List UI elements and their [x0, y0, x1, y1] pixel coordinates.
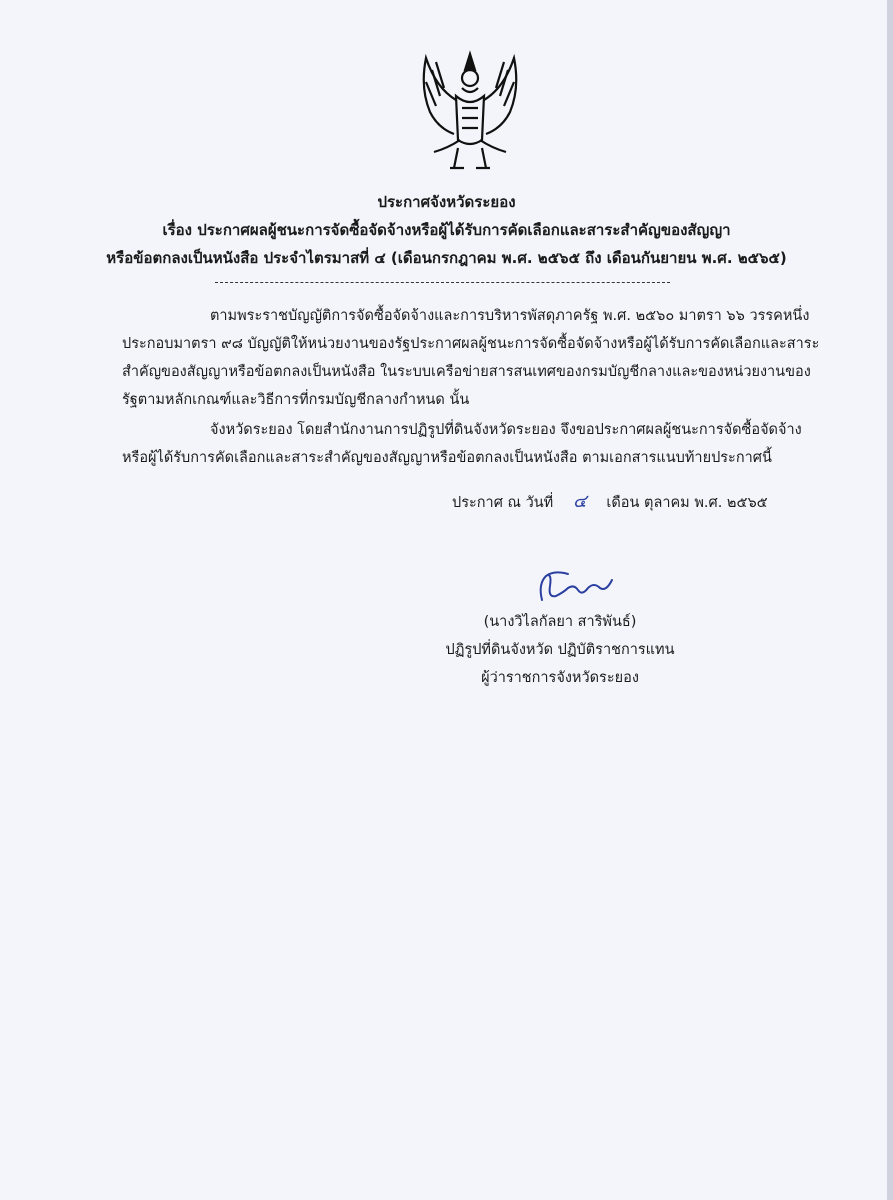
document-subject-continued: หรือข้อตกลงเป็นหนังสือ ประจำไตรมาสที่ ๔ (เดือนกรกฎาคม พ.ศ. ๒๕๖๕ ถึง เดือนกันยายน พ.ศ. ๒๕๖๕)	[106, 249, 787, 267]
date-suffix: เดือน ตุลาคม พ.ศ. ๒๕๖๕	[606, 495, 768, 511]
document-title: ประกาศจังหวัดระยอง	[377, 193, 516, 211]
signatory-position: ปฏิรูปที่ดินจังหวัด ปฏิบัติราชการแทน	[445, 642, 675, 658]
announcement-date	[452, 486, 768, 515]
page-edge	[887, 0, 893, 1200]
document-subject: เรื่อง ประกาศผลผู้ชนะการจัดซื้อจัดจ้างหรือผู้ได้รับการคัดเลือกและสาระสำคัญของสัญญา	[162, 221, 731, 239]
title-divider	[215, 282, 670, 283]
signatory-name: (นางวิไลกัลยา สาริพันธ์)	[483, 614, 637, 630]
date-day: ๔	[573, 491, 587, 512]
paragraph-1: ตามพระราชบัญญัติการจัดซื้อจัดจ้างและการบริหารพัสดุภาครัฐ พ.ศ. ๒๕๖๐ มาตรา ๖๖ วรรคหนึ่ง ประกอบมาตรา ๙๘ บัญญัติให้หน่วยงานของรัฐประกาศผลผู้ชนะการจัดซื้อจัดจ้างหรือผู้ได้รับการคัดเลือกและสาระสำคัญของสัญญาหรือข้อตกลงเป็นหนังสือ ในระบบเครือข่ายสารสนเทศของกรมบัญชีกลางและของหน่วยงานของรัฐตามหลักเกณฑ์และวิธีการที่กรมบัญชีกลางกำหนด นั้น	[122, 308, 820, 408]
handwritten-signature	[528, 566, 620, 606]
paragraph-2: จังหวัดระยอง โดยสำนักงานการปฏิรูปที่ดินจังหวัดระยอง จึงขอประกาศผลผู้ชนะการจัดซื้อจัดจ้างหรือผู้ได้รับการคัดเลือกและสาระสำคัญของสัญญาหรือข้อตกลงเป็นหนังสือ ตามเอกสารแนบท้ายประกาศนี้	[122, 422, 802, 466]
garuda-emblem-icon	[410, 48, 530, 176]
date-prefix: ประกาศ ณ วันที่	[452, 495, 554, 511]
signatory-office: ผู้ว่าราชการจังหวัดระยอง	[481, 670, 639, 686]
